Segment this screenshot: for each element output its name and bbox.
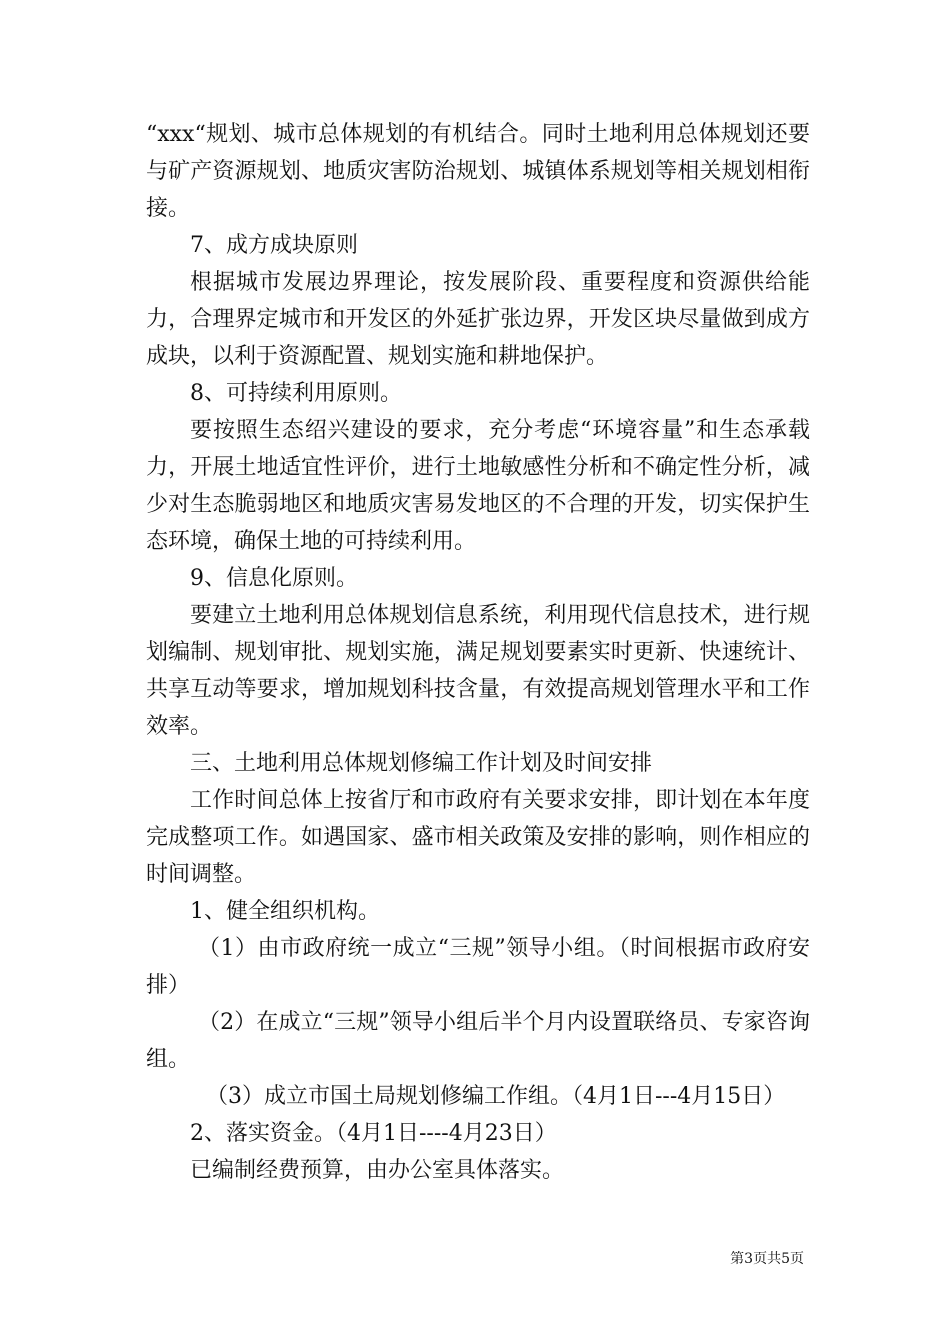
heading-item-2: 2、落实资金。（4月1日----4月23日） xyxy=(190,1121,557,1146)
sub-item-3: （3）成立市国土局规划修编工作组。（4月1日---4月15日） xyxy=(206,1084,786,1109)
sub-item-2: （2）在成立“三规”领导小组后半个月内设置联络员、专家咨询组。 xyxy=(146,1010,810,1072)
paragraph-principle-9: 要建立土地利用总体规划信息系统，利用现代信息技术，进行规划编制、规划审批、规划实施，满足规划要素实时更新、快速统计、共享互动等要求，增加规划科技含量，有效提高规划管理水平和工作效率。 xyxy=(146,603,810,739)
paragraph-principle-8: 要按照生态绍兴建设的要求，充分考虑“环境容量”和生态承载力，开展土地适宜性评价，进行土地敏感性分析和不确定性分析，减少对生态脆弱地区和地质灾害易发地区的不合理的开发，切实保护生态环境，确保土地的可持续利用。 xyxy=(146,418,810,554)
heading-section-3: 三、土地利用总体规划修编工作计划及时间安排 xyxy=(190,751,653,776)
document-body xyxy=(146,116,810,1189)
heading-principle-8: 8、可持续利用原则。 xyxy=(190,381,402,406)
paragraph-section-3: 工作时间总体上按省厅和市政府有关要求安排，即计划在本年度完成整项工作。如遇国家、盛市相关政策及安排的影响，则作相应的时间调整。 xyxy=(146,788,810,887)
paragraph-principle-7: 根据城市发展边界理论，按发展阶段、重要程度和资源供给能力，合理界定城市和开发区的外延扩张边界，开发区块尽量做到成方成块，以利于资源配置、规划实施和耕地保护。 xyxy=(146,270,810,369)
sub-item-1: （1）由市政府统一成立“三规”领导小组。（时间根据市政府安排） xyxy=(146,936,810,998)
heading-principle-7: 7、成方成块原则 xyxy=(190,233,358,258)
heading-principle-9: 9、信息化原则。 xyxy=(190,566,358,591)
paragraph-continuation: “xxx“规划、城市总体规划的有机结合。同时土地利用总体规划还要与矿产资源规划、地质灾害防治规划、城镇体系规划等相关规划相衔接。 xyxy=(146,122,810,221)
heading-item-1: 1、健全组织机构。 xyxy=(190,899,380,924)
paragraph-item-2: 已编制经费预算，由办公室具体落实。 xyxy=(190,1158,565,1183)
page-number-footer: 第3页共5页 xyxy=(730,1251,804,1267)
